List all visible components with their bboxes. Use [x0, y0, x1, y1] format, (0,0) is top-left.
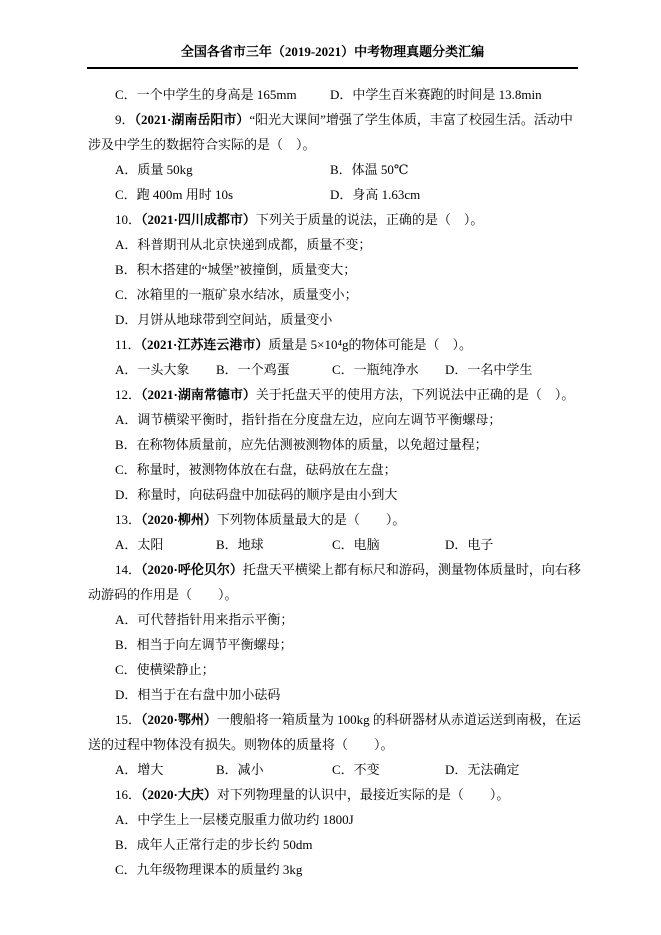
question-12-source: （2021·湖南常德市）: [141, 387, 256, 402]
question-8-option-c: C．一个中学生的身高是 165mm: [115, 87, 297, 102]
question-14-text: 托盘天平横梁上都有标尺和游码，测量物体质量时，向右移动游码的作用是（ ）。: [88, 562, 581, 602]
question-15-text: 一艘船将一箱质量为 100kg 的科研器材从赤道运送到南极，在运送的过程中物体没有损失。则物体的质量将（ ）。: [88, 712, 581, 752]
question-14-source: （2020·呼伦贝尔）: [141, 562, 243, 577]
question-10-text: 下列关于质量的说法，正确的是（ ）。: [255, 212, 484, 227]
question-13-option-b: B．地球: [216, 537, 264, 552]
question-9: [88, 107, 582, 207]
page-header: [87, 42, 578, 69]
question-15-option-a: A．增大: [115, 762, 164, 777]
question-16-source: （2020·大庆）: [141, 787, 217, 802]
question-15-option-c: C．不变: [332, 762, 380, 777]
question-9-number: 9．: [115, 112, 135, 127]
question-15-stem: [88, 707, 582, 757]
question-11: [88, 332, 582, 382]
question-11-source: （2021·江苏连云港市）: [140, 337, 269, 352]
question-12-stem: [88, 382, 582, 407]
question-16-text: 对下列物理量的认识中，最接近实际的是（ ）。: [216, 787, 510, 802]
question-11-stem: [88, 332, 582, 357]
question-13-option-a: A．太阳: [115, 537, 164, 552]
exam-content: [88, 82, 582, 882]
question-15-number: 15．: [115, 712, 142, 727]
question-9-option-a: A．质量 50kg: [115, 162, 193, 177]
question-9-option-d: D．身高 1.63cm: [330, 187, 421, 202]
question-13-option-c: C．电脑: [332, 537, 380, 552]
question-15-options-row: [88, 757, 582, 782]
question-16-number: 16．: [115, 787, 142, 802]
question-14-option-b: B．相当于向左调节平衡螺母；: [115, 637, 293, 652]
question-10: [88, 207, 582, 332]
question-14-option-d: D．相当于在右盘中加小砝码: [115, 687, 281, 702]
question-10-option-b: B．积木搭建的“城堡”被撞倒，质量变大；: [115, 262, 357, 277]
question-15-option-d: D．无法确定: [445, 762, 520, 777]
question-12-option-a: A．调节横梁平衡时，指针指在分度盘左边，应向左调节平衡螺母；: [115, 412, 502, 427]
question-16-option-b: B．成年人正常行走的步长约 50dm: [115, 837, 313, 852]
question-9-options-row-1: [88, 157, 582, 182]
question-15-source: （2020·鄂州）: [141, 712, 217, 727]
question-13-stem: [88, 507, 582, 532]
question-8-options-row: [88, 82, 582, 107]
question-13-source: （2020·柳州）: [141, 512, 217, 527]
question-12-option-b: B．在称物体质量前，应先估测被测物体的质量，以免超过量程；: [115, 437, 488, 452]
question-10-number: 10．: [115, 212, 142, 227]
question-9-options-row-2: [88, 182, 582, 207]
question-14-stem: [88, 557, 582, 607]
question-13-options-row: [88, 532, 582, 557]
question-9-source: （2021·湖南岳阳市）: [134, 112, 250, 127]
question-11-text: 质量是 5×10⁴g的物体可能是（ ）。: [268, 337, 472, 352]
question-9-text: “阳光大课间”增强了学生体质，丰富了校园生活。活动中涉及中学生的数据符合实际的是（ ）。: [88, 112, 573, 152]
question-12-number: 12．: [115, 387, 142, 402]
question-9-option-c: C．跑 400m 用时 10s: [115, 187, 234, 202]
header-title: 全国各省市三年（2019-2021）中考物理真题分类汇编: [180, 44, 485, 59]
question-10-stem: [88, 207, 582, 232]
question-11-option-d: D．一名中学生: [445, 362, 533, 377]
question-11-option-a: A．一头大象: [115, 362, 190, 377]
question-14-option-a: A．可代替指针用来指示平衡；: [115, 612, 294, 627]
question-13-text: 下列物体质量最大的是（ ）。: [216, 512, 406, 527]
question-10-option-a: A．科普期刊从北京快递到成都，质量不变；: [115, 237, 372, 252]
question-10-option-d: D．月饼从地球带到空间站，质量变小: [115, 312, 333, 327]
question-16: [88, 782, 582, 882]
question-16-option-c: C．九年级物理课本的质量约 3kg: [115, 862, 303, 877]
question-11-options-row: [88, 357, 582, 382]
question-14-option-c: C．使横梁静止；: [115, 662, 215, 677]
question-11-option-b: B．一个鸡蛋: [216, 362, 290, 377]
question-12-text: 关于托盘天平的使用方法，下列说法中正确的是（ ）。: [255, 387, 575, 402]
question-9-stem: [88, 107, 582, 157]
question-13-number: 13．: [115, 512, 142, 527]
question-11-option-c: C．一瓶纯净水: [332, 362, 419, 377]
question-15: [88, 707, 582, 782]
question-8-option-d: D．中学生百米赛跑的时间是 13.8min: [330, 87, 542, 102]
question-10-source: （2021·四川成都市）: [141, 212, 256, 227]
question-13-option-d: D．电子: [445, 537, 494, 552]
question-15-option-b: B．减小: [216, 762, 264, 777]
question-10-option-c: C．冰箱里的一瓶矿泉水结冰，质量变小；: [115, 287, 358, 302]
question-12: [88, 382, 582, 507]
question-16-option-a: A．中学生上一层楼克服重力做功约 1800J: [115, 812, 354, 827]
question-16-stem: [88, 782, 582, 807]
question-12-option-c: C．称量时，被测物体放在右盘，砝码放在左盘；: [115, 462, 397, 477]
question-9-option-b: B．体温 50℃: [330, 162, 409, 177]
question-12-option-d: D．称量时，向砝码盘中加砝码的顺序是由小到大: [115, 487, 398, 502]
question-13: [88, 507, 582, 557]
question-14-number: 14．: [115, 562, 142, 577]
question-11-number: 11．: [115, 337, 141, 352]
question-14: [88, 557, 582, 707]
